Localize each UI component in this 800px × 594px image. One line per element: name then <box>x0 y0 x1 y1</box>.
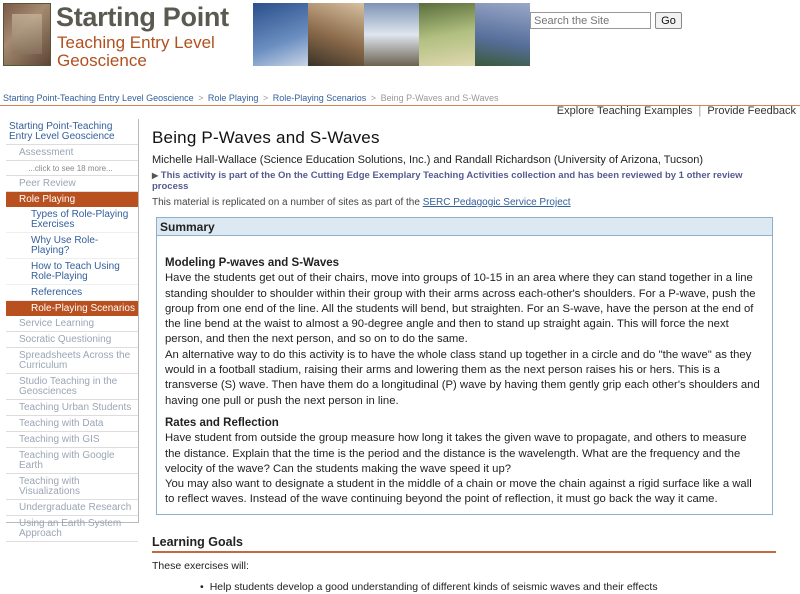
goals-intro: These exercises will: <box>152 559 249 572</box>
sidebar-item-studio-teaching[interactable]: Studio Teaching in the Geosciences <box>6 374 138 400</box>
sidebar-item-spreadsheets[interactable]: Spreadsheets Across the Curriculum <box>6 348 138 374</box>
authors-line: Michelle Hall-Wallace (Science Education Solutions, Inc.) and Randall Richardson (University of Arizona, Tucson) <box>152 154 704 166</box>
section-title-rates: Rates and Reflection <box>165 416 279 429</box>
summary-body <box>157 236 772 514</box>
sidebar-sub-scenarios[interactable]: Role-Playing Scenarios <box>6 301 138 316</box>
header-photo <box>419 3 474 66</box>
sidebar-item-role-playing[interactable]: Role Playing <box>6 192 138 207</box>
provide-feedback-link[interactable]: Provide Feedback <box>707 105 796 117</box>
summary-heading: Summary <box>157 218 772 236</box>
breadcrumb-separator: > <box>198 93 204 103</box>
sidebar-item-assessment[interactable]: Assessment <box>6 145 138 161</box>
site-title[interactable]: Starting Point <box>56 2 229 32</box>
sidebar-item-service-learning[interactable]: Service Learning <box>6 316 138 332</box>
sidebar-more-link[interactable]: ...click to see 18 more... <box>6 161 138 176</box>
page-title: Being P-Waves and S-Waves <box>152 128 380 147</box>
learning-goals-heading: Learning Goals <box>152 535 776 553</box>
collection-note-text: This activity is part of the On the Cutting Edge Exemplary Teaching Activities collection and has been reviewed by 1 other review process <box>152 170 743 192</box>
breadcrumb-current: Being P-Waves and S-Waves <box>380 93 499 103</box>
sidebar-item-urban-students[interactable]: Teaching Urban Students <box>6 400 138 416</box>
summary-box <box>156 217 773 515</box>
search-go-button[interactable]: Go <box>655 12 682 29</box>
site-header <box>0 0 800 70</box>
top-links-separator: | <box>698 105 702 117</box>
sidebar-sub-how[interactable]: How to Teach Using Role-Playing <box>6 259 138 285</box>
top-links <box>557 105 796 117</box>
breadcrumb-link-home[interactable]: Starting Point-Teaching Entry Level Geoscience <box>3 93 194 103</box>
section-title-modeling: Modeling P-waves and S-Waves <box>165 257 340 269</box>
site-subtitle-line1[interactable]: Teaching Entry Level <box>57 33 215 52</box>
expand-arrow-icon: ▶ <box>152 171 159 180</box>
search-input[interactable] <box>530 12 651 29</box>
breadcrumb-separator: > <box>370 93 377 103</box>
site-subtitle-line2[interactable]: Geoscience <box>57 51 147 70</box>
sidebar-item-earth-system[interactable]: Using an Earth System Approach <box>6 516 138 542</box>
replicated-note <box>152 197 777 208</box>
sidebar-item-starting-point[interactable]: Starting Point-Teaching Entry Level Geoscience <box>6 119 138 145</box>
sidebar-item-socratic-questioning[interactable]: Socratic Questioning <box>6 332 138 348</box>
section1-paragraph1: Have the students get out of their chairs, move into groups of 10-15 in an area where they can stand together in a line standing shoulder to shoulder within their group with their arms across each-other's shoulders. For a P-wave, push the group from one end of the line. All the students will bend, but straighten. For an S-wave, have the person at the end of the line bend at the waist to almost a 90-degree angle and then to stand up straight again. This will force the next person, and then the next person, and so on to do the same. <box>165 272 756 346</box>
replicated-prefix: This material is replicated on a number of sites as part of the <box>152 197 420 208</box>
sidebar-item-google-earth[interactable]: Teaching with Google Earth <box>6 448 138 474</box>
serc-pedagogic-link[interactable]: SERC Pedagogic Service Project <box>422 197 571 208</box>
sidebar-sub-types[interactable]: Types of Role-Playing Exercises <box>6 207 138 233</box>
sidebar-item-teaching-with-data[interactable]: Teaching with Data <box>6 416 138 432</box>
sidebar-sub-references[interactable]: References <box>6 285 138 301</box>
header-photo <box>308 3 363 66</box>
explore-teaching-examples-link[interactable]: Explore Teaching Examples <box>556 105 693 117</box>
breadcrumb-separator: > <box>262 93 269 103</box>
header-photo-strip <box>253 3 530 66</box>
header-photo <box>253 3 308 66</box>
section1-paragraph2: An alternative way to do this activity is to have the whole class stand up together in a circle and do "the wave" as they would in a football stadium, raising their arms and lowering them as the next person raises his or hers. This is a transverse (S) wave. Then have them do a longitudinal (P) wave by having them gently grip each other's shoulders and having one pull or push the next person in line. <box>165 348 760 407</box>
breadcrumb-link-scenarios[interactable]: Role-Playing Scenarios <box>272 93 367 103</box>
sidebar-item-visualizations[interactable]: Teaching with Visualizations <box>6 474 138 500</box>
sidebar-nav <box>6 119 139 539</box>
section2-paragraph1: Have student from outside the group measure how long it takes the given wave to propagate, and others to measure the distance. Explain that the time is the period and the distance is the wavelength. What are the frequency and the velocity of the wave? Can the students making the wave speed it up? <box>165 432 747 475</box>
sidebar-sub-why[interactable]: Why Use Role-Playing? <box>6 233 138 259</box>
header-photo <box>475 3 530 66</box>
breadcrumb-link-role-playing[interactable]: Role Playing <box>207 93 259 103</box>
sidebar-item-teaching-with-gis[interactable]: Teaching with GIS <box>6 432 138 448</box>
sidebar-item-peer-review[interactable]: Peer Review <box>6 176 138 192</box>
section2-paragraph2: You may also want to designate a student in the middle of a chain or move the chain against a rigid surface like a wall to reflect waves. Instead of the wave continuing beyond the point of reflection, it must go back the way it came. <box>165 478 752 506</box>
sidebar-item-undergraduate-research[interactable]: Undergraduate Research <box>6 500 138 516</box>
collection-note[interactable] <box>152 170 777 192</box>
learning-goal-item: • Help students develop a good understanding of different kinds of seismic waves and their effects <box>200 581 777 593</box>
header-photo <box>364 3 419 66</box>
main-content <box>152 128 777 593</box>
site-logo-image[interactable] <box>3 3 51 66</box>
